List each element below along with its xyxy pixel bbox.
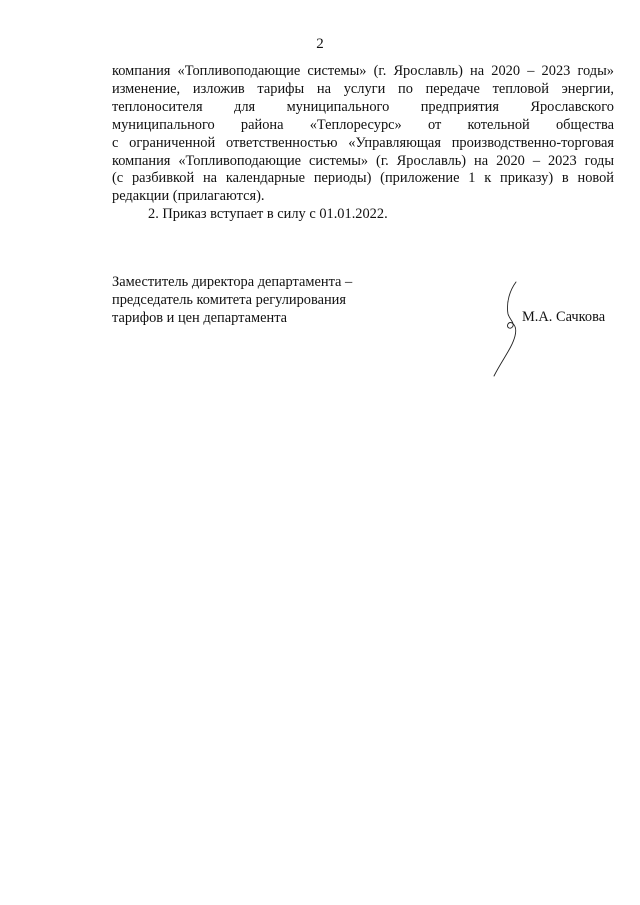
signature-title <box>112 273 412 327</box>
handwritten-signature <box>488 280 528 380</box>
signature-title-line: Заместитель директора департамента – <box>112 274 353 290</box>
paragraph-line: изменение, изложив тарифы на услуги по передаче тепловой энергии, <box>112 80 614 97</box>
paragraph-2: 2. Приказ вступает в силу с 01.01.2022. <box>148 206 388 223</box>
paragraph-line: теплоносителя для муниципального предприятия Ярославского <box>112 98 614 115</box>
signature-title-line: тарифов и цен департамента <box>112 310 288 326</box>
paragraph-line: муниципального района «Теплоресурс» от котельной общества <box>112 116 614 133</box>
paragraph-line: с ограниченной ответственностью «Управляющая производственно-торговая <box>112 134 614 151</box>
signer-name: М.А. Сачкова <box>522 309 606 325</box>
paragraph-1 <box>112 63 614 206</box>
paragraph-line: (с разбивкой на календарные периоды) (приложение 1 к приказу) в новой <box>112 170 614 187</box>
paragraph-line: редакции (прилагаются). <box>112 188 265 205</box>
signature-title-line: председатель комитета регулирования <box>112 292 346 308</box>
page-number: 2 <box>316 36 324 52</box>
document-body <box>112 63 614 224</box>
paragraph-line: компания «Топливоподающие системы» (г. Ярославль) на 2020 – 2023 годы» <box>112 63 614 79</box>
paragraph-line: компания «Топливоподающие системы» (г. Ярославль) на 2020 – 2023 годы <box>112 152 614 169</box>
